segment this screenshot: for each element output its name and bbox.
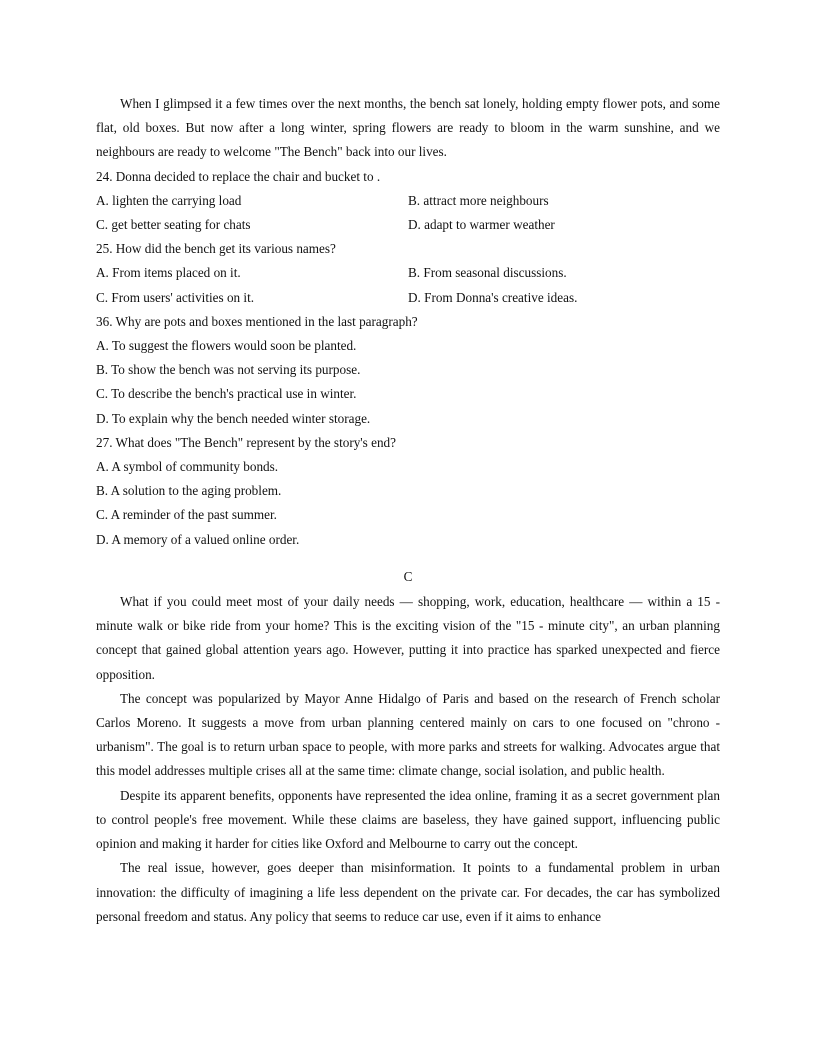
option-d: D. To explain why the bench needed winter storage.: [96, 410, 371, 426]
option-a: A. From items placed on it.: [96, 265, 241, 281]
option-c: C. To describe the bench's practical use in winter.: [96, 386, 357, 402]
question-24: [96, 165, 720, 238]
question-stem: 24. Donna decided to replace the chair and bucket to .: [96, 168, 381, 184]
option-b: B. From seasonal discussions.: [408, 265, 567, 281]
option-d: D. From Donna's creative ideas.: [408, 289, 578, 305]
option-row: [96, 261, 720, 285]
passage-paragraph: The concept was popularized by Mayor Anne Hidalgo of Paris and based on the research of French scholar Carlos Moreno. It suggests a move from urban planning centered mainly on cars to one focused on "chrono - urbanism". The goal is to return urban space to people, with more parks and streets for walking. Advocates argue that this model addresses multiple crises all at the same time: climate change, social isolation, and public health.: [96, 690, 720, 779]
option-c: C. get better seating for chats: [96, 217, 251, 233]
question-27: [96, 431, 720, 552]
option-row: [96, 189, 720, 213]
option-d: D. A memory of a valued online order.: [96, 531, 300, 547]
intro-paragraph: When I glimpsed it a few times over the next months, the bench sat lonely, holding empty flower pots, and some flat, old boxes. But now after a long winter, spring flowers are ready to bloom in the warm sunshine, and we neighbours are ready to welcome "The Bench" back into our lives.: [96, 96, 720, 160]
passage-paragraph: The real issue, however, goes deeper than misinformation. It points to a fundamental problem in urban innovation: the difficulty of imagining a life less dependent on the private car. For decades, the car has symbolized personal freedom and status. Any policy that seems to reduce car use, even if it aims to enhance: [96, 860, 720, 924]
question-25: [96, 237, 720, 310]
document-page: [96, 92, 720, 929]
question-stem: 25. How did the bench get its various names?: [96, 241, 336, 257]
option-a: A. A symbol of community bonds.: [96, 459, 279, 475]
option-a: A. lighten the carrying load: [96, 192, 242, 208]
question-stem: 27. What does "The Bench" represent by the story's end?: [96, 434, 397, 450]
option-row: [96, 286, 720, 310]
passage-paragraph: What if you could meet most of your daily needs — shopping, work, education, healthcare — within a 15 - minute walk or bike ride from your home? This is the exciting vision of the "15 - minute city", an urban planning concept that gained global attention years ago. However, putting it into practice has sparked unexpected and fierce opposition.: [96, 594, 720, 682]
option-b: B. attract more neighbours: [408, 192, 549, 208]
option-b: B. A solution to the aging problem.: [96, 483, 282, 499]
section-heading: C: [403, 568, 413, 584]
option-b: B. To show the bench was not serving its purpose.: [96, 362, 361, 378]
option-a: A. To suggest the flowers would soon be planted.: [96, 338, 357, 354]
passage-paragraph: Despite its apparent benefits, opponents have represented the idea online, framing it as a secret government plan to control people's free movement. While these claims are baseless, they have gained support, influencing public opinion and making it harder for cities like Oxford and Melbourne to carry out the concept.: [96, 787, 720, 852]
question-stem: 36. Why are pots and boxes mentioned in the last paragraph?: [96, 313, 418, 329]
option-c: C. A reminder of the past summer.: [96, 507, 277, 523]
option-d: D. adapt to warmer weather: [408, 217, 555, 233]
question-36: [96, 310, 720, 431]
option-row: [96, 213, 720, 237]
option-c: C. From users' activities on it.: [96, 289, 255, 305]
